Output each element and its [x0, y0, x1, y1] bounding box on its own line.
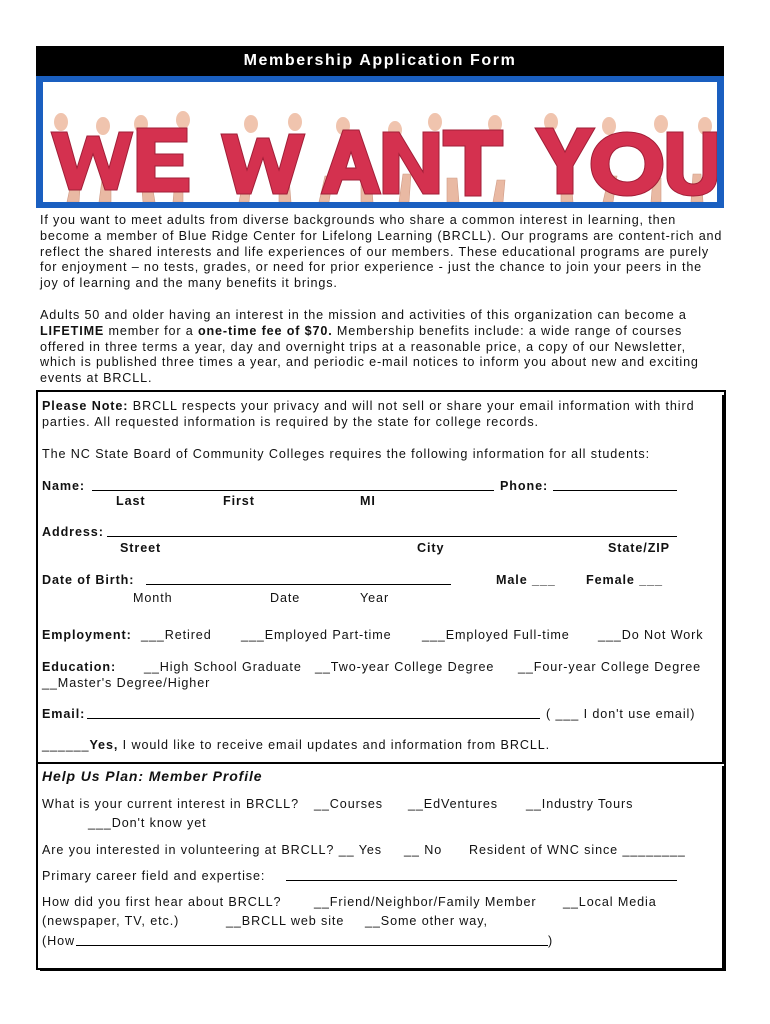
phone-label: Phone:: [500, 479, 549, 493]
employment-full-time-option[interactable]: ___Employed Full-time: [422, 628, 570, 642]
intro-line: LIFETIME member for a one-time fee of $70. Membership benefits include: a wide range of courses: [40, 323, 683, 338]
lifetime-label: LIFETIME: [40, 323, 105, 338]
intro-line: If you want to meet adults from diverse backgrounds who share a common interest in learning, then: [40, 213, 677, 227]
name-field[interactable]: [92, 490, 494, 491]
career-label: Primary career field and expertise:: [42, 869, 266, 883]
volunteer-question[interactable]: Are you interested in volunteering at BRCLL? __ Yes: [42, 843, 382, 857]
privacy-note-line2: parties. All requested information is required by the state for college records.: [42, 415, 539, 429]
intro-line: for enjoyment – no tests, grades, or need for prior experience - just the chance to join your peers in the: [40, 260, 703, 275]
email-field[interactable]: [87, 718, 540, 719]
email-label: Email:: [42, 707, 86, 721]
education-two-year-option[interactable]: __Two-year College Degree: [315, 660, 495, 674]
intro-line: joy of learning and the many benefits it brings.: [40, 276, 338, 291]
form-header: [36, 46, 724, 76]
intro-line: events at BRCLL.: [40, 371, 153, 386]
how-field[interactable]: [76, 945, 548, 946]
address-street-caption: Street: [120, 541, 162, 555]
education-masters-option[interactable]: __Master's Degree/Higher: [42, 676, 211, 690]
volunteer-no-option[interactable]: __ No: [404, 843, 443, 857]
intro-line: offered in three terms a year, day and overnight trips at a reasonable price, a copy of our Newsletter,: [40, 339, 686, 354]
privacy-note: Please Note: BRCLL respects your privacy and will not sell or share your email information with third: [42, 399, 695, 413]
phone-field[interactable]: [553, 490, 677, 491]
male-option[interactable]: Male ___: [496, 573, 556, 587]
profile-heading: Help Us Plan: Member Profile: [42, 768, 263, 784]
name-mi-caption: MI: [360, 494, 376, 508]
name-last-caption: Last: [116, 494, 146, 508]
hear-question: How did you first hear about BRCLL?: [42, 895, 282, 909]
address-field[interactable]: [107, 536, 677, 537]
hear-local-media-option[interactable]: __Local Media: [563, 895, 657, 909]
education-high-school-option[interactable]: __High School Graduate: [144, 660, 302, 674]
name-first-caption: First: [223, 494, 255, 508]
career-field[interactable]: [286, 880, 677, 881]
female-option[interactable]: Female ___: [586, 573, 663, 587]
no-email-option[interactable]: ( ___ I don't use email): [546, 707, 696, 721]
dob-month-caption: Month: [133, 591, 173, 605]
interest-courses-option[interactable]: __Courses: [314, 797, 384, 811]
email-updates-optin[interactable]: ______Yes, I would like to receive email updates and information from BRCLL.: [42, 738, 551, 752]
interest-question: What is your current interest in BRCLL?: [42, 797, 299, 811]
dob-field[interactable]: [146, 584, 451, 585]
education-label: Education:: [42, 660, 117, 674]
address-state-zip-caption: State/ZIP: [608, 541, 670, 555]
banner: [36, 76, 724, 208]
employment-label: Employment:: [42, 628, 132, 642]
intro-line: Adults 50 and older having an interest in the mission and activities of this organization can become a: [40, 308, 687, 322]
employment-part-time-option[interactable]: ___Employed Part-time: [241, 628, 392, 642]
interest-industry-tours-option[interactable]: __Industry Tours: [526, 797, 634, 811]
hear-website-option[interactable]: __BRCLL web site: [226, 914, 345, 928]
how-open: (How: [42, 934, 75, 948]
member-profile-section: [36, 762, 726, 970]
lifetime-paragraph: [40, 308, 699, 387]
state-requirement: The NC State Board of Community Colleges requires the following information for all students:: [42, 447, 650, 461]
interest-dont-know-option[interactable]: ___Don't know yet: [88, 816, 207, 830]
banner-image: [43, 82, 717, 202]
employment-do-not-work-option[interactable]: ___Do Not Work: [598, 628, 704, 642]
dob-label: Date of Birth:: [42, 573, 135, 587]
we-want-you-image: [43, 82, 717, 202]
resident-since-field[interactable]: Resident of WNC since ________: [469, 843, 686, 857]
address-label: Address:: [42, 525, 104, 539]
dob-year-caption: Year: [360, 591, 390, 605]
intro-line: which is published three times a year, and periodic e-mail notices to inform you about new and exciting: [40, 355, 699, 370]
hear-other-option[interactable]: __Some other way,: [365, 914, 488, 928]
intro-paragraph: [40, 213, 722, 292]
education-four-year-option[interactable]: __Four-year College Degree: [518, 660, 702, 674]
how-close: ): [548, 934, 554, 948]
dob-date-caption: Date: [270, 591, 301, 605]
fee-text: one-time fee of $70.: [197, 323, 333, 338]
page-title: Membership Application Form: [243, 52, 517, 69]
address-city-caption: City: [417, 541, 445, 555]
hear-friend-option[interactable]: __Friend/Neighbor/Family Member: [314, 895, 537, 909]
employment-retired-option[interactable]: ___Retired: [141, 628, 212, 642]
name-label: Name:: [42, 479, 85, 493]
interest-edventures-option[interactable]: __EdVentures: [408, 797, 498, 811]
hear-media-examples: (newspaper, TV, etc.): [42, 914, 180, 928]
intro-line: reflect the shared interests and life experiences of our members. These educational programs are purely: [40, 244, 710, 259]
intro-line: become a member of Blue Ridge Center for Lifelong Learning (BRCLL). Our programs are content-rich and: [40, 228, 723, 243]
